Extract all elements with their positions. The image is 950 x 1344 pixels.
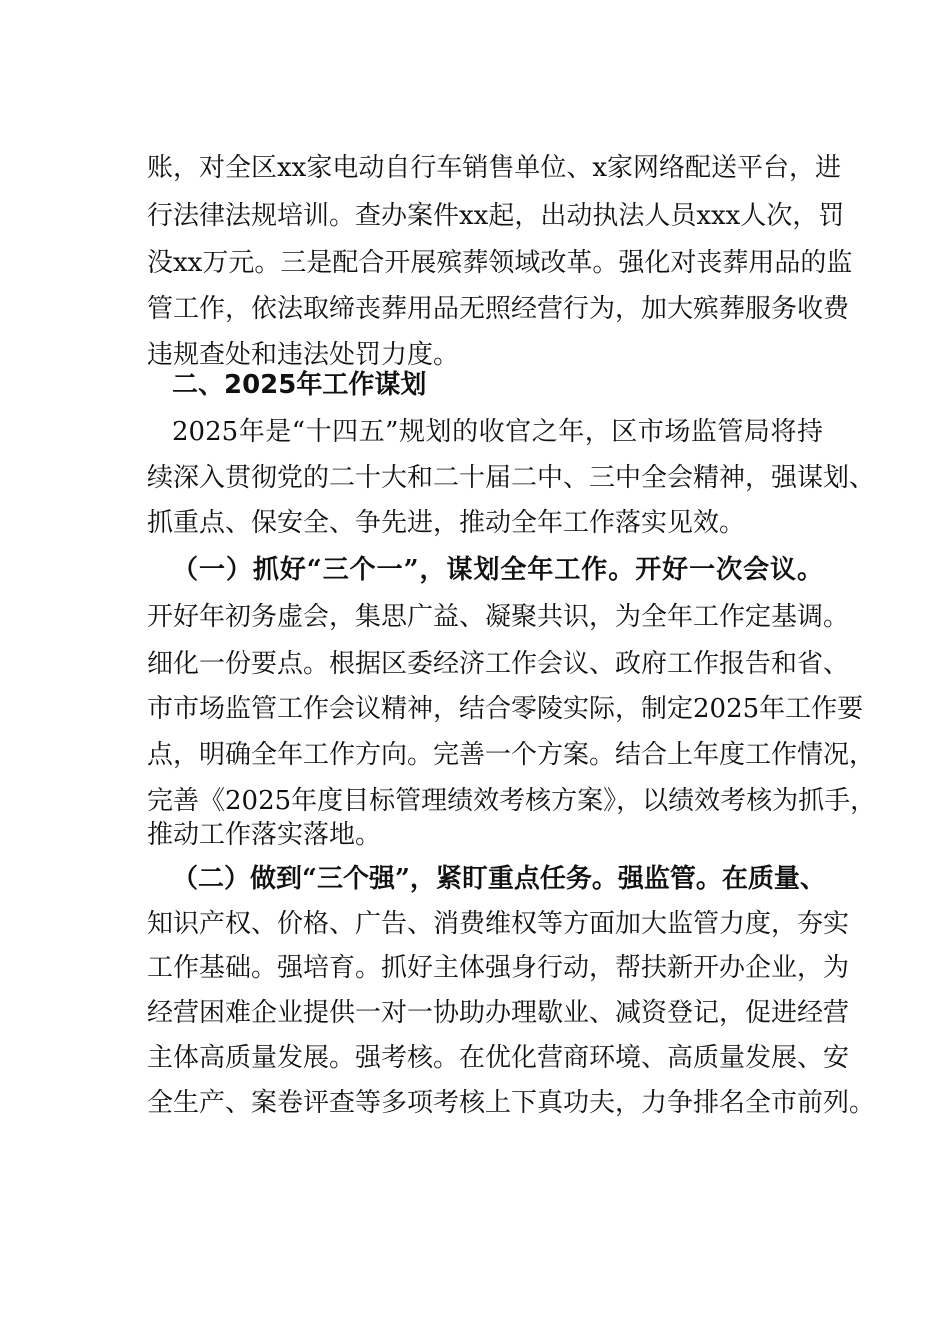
text-line: 主体高质量发展。强考核。在优化营商环境、高质量发展、安 [147, 1043, 850, 1073]
text-line: 全生产、案卷评查等多项考核上下真功夫，力争排名全市前列。 [147, 1088, 876, 1118]
text-line: 知识产权、价格、广告、消费维权等方面加大监管力度，夯实 [147, 909, 850, 939]
text-line: 抓重点、保安全、争先进，推动全年工作落实见效。 [147, 508, 746, 538]
text-line: 没xx万元。三是配合开展殡葬领域改革。强化对丧葬用品的监 [147, 248, 853, 278]
text-line: 行法律法规培训。查办案件xx起，出动执法人员xxx人次，罚 [147, 201, 845, 231]
text-line: 账，对全区xx家电动自行车销售单位、x家网络配送平台，进 [147, 153, 841, 183]
text-line: 经营困难企业提供一对一协助办理歇业、减资登记，促进经营 [147, 998, 850, 1028]
text-line: 推动工作落实落地。 [147, 820, 382, 850]
text-line: 2025年是“十四五”规划的收官之年，区市场监管局将持 [172, 417, 823, 447]
text-line: 点，明确全年工作方向。完善一个方案。结合上年度工作情况， [147, 740, 876, 770]
text-line: 完善《2025年度目标管理绩效考核方案》，以绩效考核为抓手， [147, 786, 877, 816]
text-line: 续深入贯彻党的二十大和二十届二中、三中全会精神，强谋划、 [147, 463, 876, 493]
section-heading: 二、2025年工作谋划 [172, 370, 427, 400]
text-line: 细化一份要点。根据区委经济工作会议、政府工作报告和省、 [147, 649, 850, 679]
text-line: 开好年初务虚会，集思广益、凝聚共识，为全年工作定基调。 [147, 602, 850, 632]
text-line: 工作基础。强培育。抓好主体强身行动，帮扶新开办企业，为 [147, 953, 850, 983]
subheading-line: （一）抓好“三个一”，谋划全年工作。开好一次会议。 [172, 555, 823, 585]
text-line: 市市场监管工作会议精神，结合零陵实际，制定2025年工作要 [147, 694, 864, 724]
subheading-line: （二）做到“三个强”，紧盯重点任务。强监管。在质量、 [172, 864, 826, 894]
text-line: 违规查处和违法处罚力度。 [147, 340, 460, 370]
text-line: 管工作，依法取缔丧葬用品无照经营行为，加大殡葬服务收费 [147, 294, 850, 324]
